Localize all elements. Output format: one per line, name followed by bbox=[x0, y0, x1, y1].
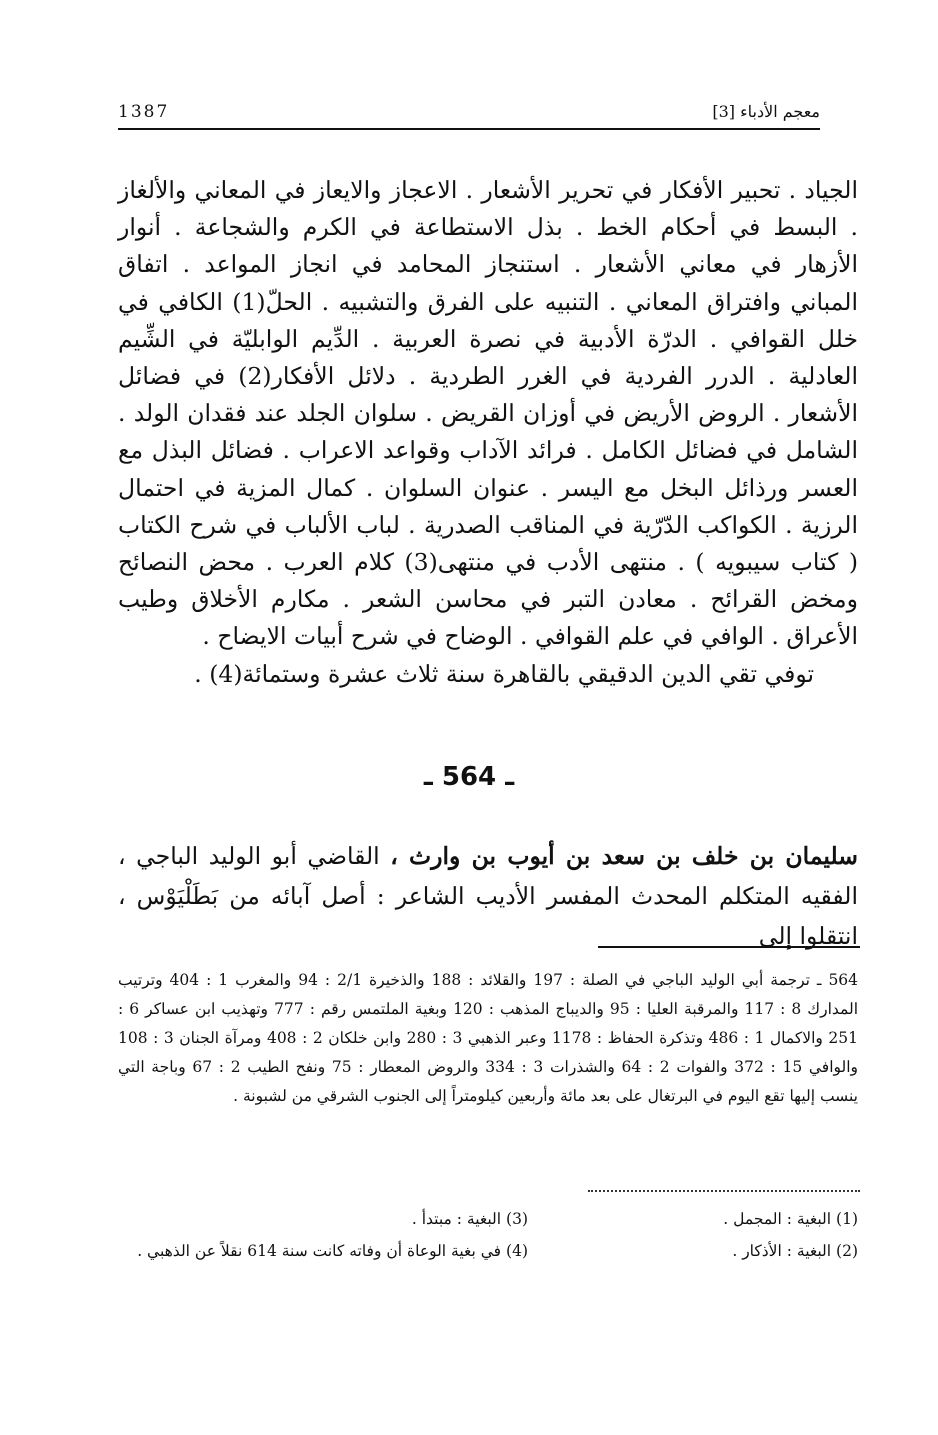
book-title: معجم الأدباء [3] bbox=[712, 102, 820, 121]
entry-description: القاضي أبو الوليد الباجي ، الفقيه المتكلم المحدث المفسر الأديب الشاعر : أصل آبائه من بَطَلْيَوْس ، انتقلوا إلى bbox=[118, 842, 858, 950]
dotted-separator bbox=[588, 1190, 860, 1192]
main-text bbox=[118, 172, 858, 693]
footnote-4: (4) في بغية الوعاة أن وفاته كانت سنة 614 نقلاً عن الذهبي . bbox=[137, 1242, 528, 1260]
entry-text bbox=[118, 836, 858, 956]
footnote-2: (2) البغية : الأذكار . bbox=[732, 1242, 858, 1260]
entry-name: سليمان بن خلف بن سعد بن أيوب بن وارث ، bbox=[390, 842, 858, 870]
page-number: 1387 bbox=[118, 102, 170, 122]
footnote-3: (3) البغية : مبتدأ . bbox=[411, 1210, 528, 1228]
header-rule bbox=[118, 128, 820, 130]
sources-text: 564 ـ ترجمة أبي الوليد الباجي في الصلة : 197 والقلائد : 188 والذخيرة 2/1 : 94 والمغرب 1 : 404 وترتيب المدارك 8 : 117 والمرقبة العليا : 95 والديباج المذهب : 120 وبغية الملتمس رقم : 777 وتهذيب ابن عساكر 6 : 251 والاكمال 1 : 486 وتذكرة الحفاظ : 1178 وعبر الذهبي 3 : 280 وابن خلكان 2 : 408 ومرآة الجنان 3 : 108 والوافي 15 : 372 والفوات 2 : 64 والشذرات 3 : 334 والروض المعطار : 75 ونفح الطيب 2 : 67 وباجة التي ينسب إليها تقع اليوم في البرتغال على بعد مائة وأربعين كيلومتراً إلى الجنوب الشرقي من لشبونة . bbox=[118, 971, 859, 1105]
footnote-1: (1) البغية : المجمل . bbox=[723, 1210, 858, 1228]
entry-number: ـ 564 ـ bbox=[423, 762, 515, 792]
works-list-paragraph: الجياد . تحبير الأفكار في تحرير الأشعار . الاعجاز والايعاز في المعاني والألغاز . البسط في أحكام الخط . بذل الاستطاعة في الكرم والشجاعة . أنوار الأزهار في معاني الأشعار . استنجاز المحامد في انجاز المواعد . اتفاق المباني وافتراق المعاني . التنبيه على الفرق والتشبيه . الحلّ(1) الكافي في خلل القوافي . الدرّة الأدبية في نصرة العربية . الدِّيم الوابليّة في الشِّيم العادلية . الدرر الفردية في الغرر الطردية . دلائل الأفكار(2) في فضائل الأشعار . الروض الأريض في أوزان القريض . سلوان الجلد عند فقدان الولد . الشامل في فضائل الكامل . فرائد الآداب وقواعد الاعراب . فضائل البذل مع العسر ورذائل البخل مع اليسر . عنوان السلوان . كمال المزية في احتمال الرزية . الكواكب الدّرّية في المناقب الصدرية . لباب الألباب في شرح الكتاب ( كتاب سيبويه ) . منتهى الأدب في منتهى(3) كلام العرب . محض النصائح ومخض القرائح . معادن التبر في محاسن الشعر . مكارم الأخلاق وطيب الأعراق . الوافي في علم القوافي . الوضاح في شرح أبيات الايضاح . bbox=[118, 176, 858, 651]
footnote-rule bbox=[598, 946, 860, 948]
sources-footnote bbox=[118, 966, 858, 1111]
death-note: توفي تقي الدين الدقيقي بالقاهرة سنة ثلاث عشرة وستمائة(4) . bbox=[194, 659, 814, 688]
running-header bbox=[118, 100, 820, 130]
